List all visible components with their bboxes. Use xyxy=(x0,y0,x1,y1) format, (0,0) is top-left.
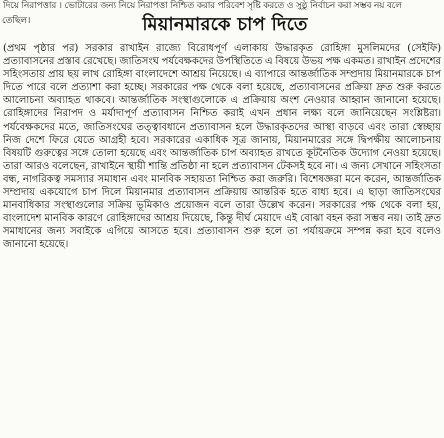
previous-article-tail: দিয়ে নিরাপত্তার । ভোটারের জন্য নিয়ে নিরাপত্তা নিশ্চিত করার পরিবেশ সৃষ্টি করতে ও সুষ্ঠু নির্বাচন করা সম্ভব নয় বলে xyxy=(3,1,402,11)
carry-over-text: তেছিল। xyxy=(2,16,31,26)
article-paragraph: (প্রথম পৃষ্ঠার পর) সরকার রাখাইন রাজ্যে বিরোধপূর্ণ এলাকায় উদ্ধারকৃত রোহিঙ্গা মুসলিমদের (সেইফি) প্রত্যাবাসনের প্রস্তাব রেখেছে। জাতিসংঘ পর্যবেক্ষকদের উপস্থিতিতে এ বিষয়ে উভয় পক্ষ একমত। রাখাইন প্রদেশের সহিংসতায় প্রায় ছয় লাখ রোহিঙ্গা বাংলাদেশে আশ্রয় নিয়েছে। এ ব্যাপারে আন্তর্জাতিক সম্প্রদায় মিয়ানমারকে চাপ দিতে পারে বলে প্রত্যাশা করা হচ্ছে। সরকারের পক্ষ থেকে বলা হয়েছে, প্রত্যাবাসনের প্রক্রিয়া দ্রুত শুরু করতে আলোচনা অব্যাহত থাকবে। আন্তর্জাতিক সংস্থাগুলোকে এ প্রক্রিয়ায় অংশ নেওয়ার আহ্বান জানানো হয়েছে। রোহিঙ্গাদের নিরাপদ ও মর্যাদাপূর্ণ প্রত্যাবাসন নিশ্চিত করাই এখন প্রধান লক্ষ্য বলে জানিয়েছেন সংশ্লিষ্টরা। পর্যবেক্ষকদের মতে, জাতিসংঘের তত্ত্বাবধানে প্রত্যাবাসন হলে উদ্ধারকৃতদের আস্থা বাড়বে এবং তারা স্বেচ্ছায় নিজ দেশে ফিরে যেতে আগ্রহী হবে। সরকারের একাধিক সূত্র জানায়, মিয়ানমারের সঙ্গে দ্বিপক্ষীয় আলোচনায় বিষয়টি গুরুত্বের সঙ্গে তোলা হয়েছে এবং আন্তর্জাতিক চাপ অব্যাহত রাখতে কূটনৈতিক উদ্যোগ নেওয়া হয়েছে। তারা আরও বলেছেন, রাখাইনে স্থায়ী শান্তি প্রতিষ্ঠা না হলে প্রত্যাবাসন টেকসই হবে না। এ জন্য সেখানে সহিংসতা বন্ধ, নাগরিকত্ব সমস্যার সমাধান এবং মানবিক সহায়তা নিশ্চিত করা জরুরি। বিশেষজ্ঞরা মনে করেন, আন্তর্জাতিক সম্প্রদায় একযোগে চাপ দিলে মিয়ানমার প্রত্যাবাসন প্রক্রিয়ায় আন্তরিক হতে বাধ্য হবে। এ ছাড়া জাতিসংঘের মানবাধিকার সংস্থাগুলোর সক্রিয় ভূমিকাও প্রয়োজন বলে তারা উল্লেখ করেন। সরকারের পক্ষ থেকে বলা হয়, বাংলাদেশ মানবিক কারণে রোহিঙ্গাদের আশ্রয় দিয়েছে, কিন্তু দীর্ঘ মেয়াদে এই বোঝা বহন করা সম্ভব নয়। তাই দ্রুত সমাধানের জন্য সবাইকে এগিয়ে আসতে হবে। প্রত্যাবাসন শুরু হলে তা পর্যায়ক্রমে সম্পন্ন করা হবে বলেও জানানো হয়েছে। xyxy=(3,43,441,251)
article-headline: মিয়ানমারকে চাপ দিতে xyxy=(142,14,308,35)
article-body xyxy=(3,42,441,434)
